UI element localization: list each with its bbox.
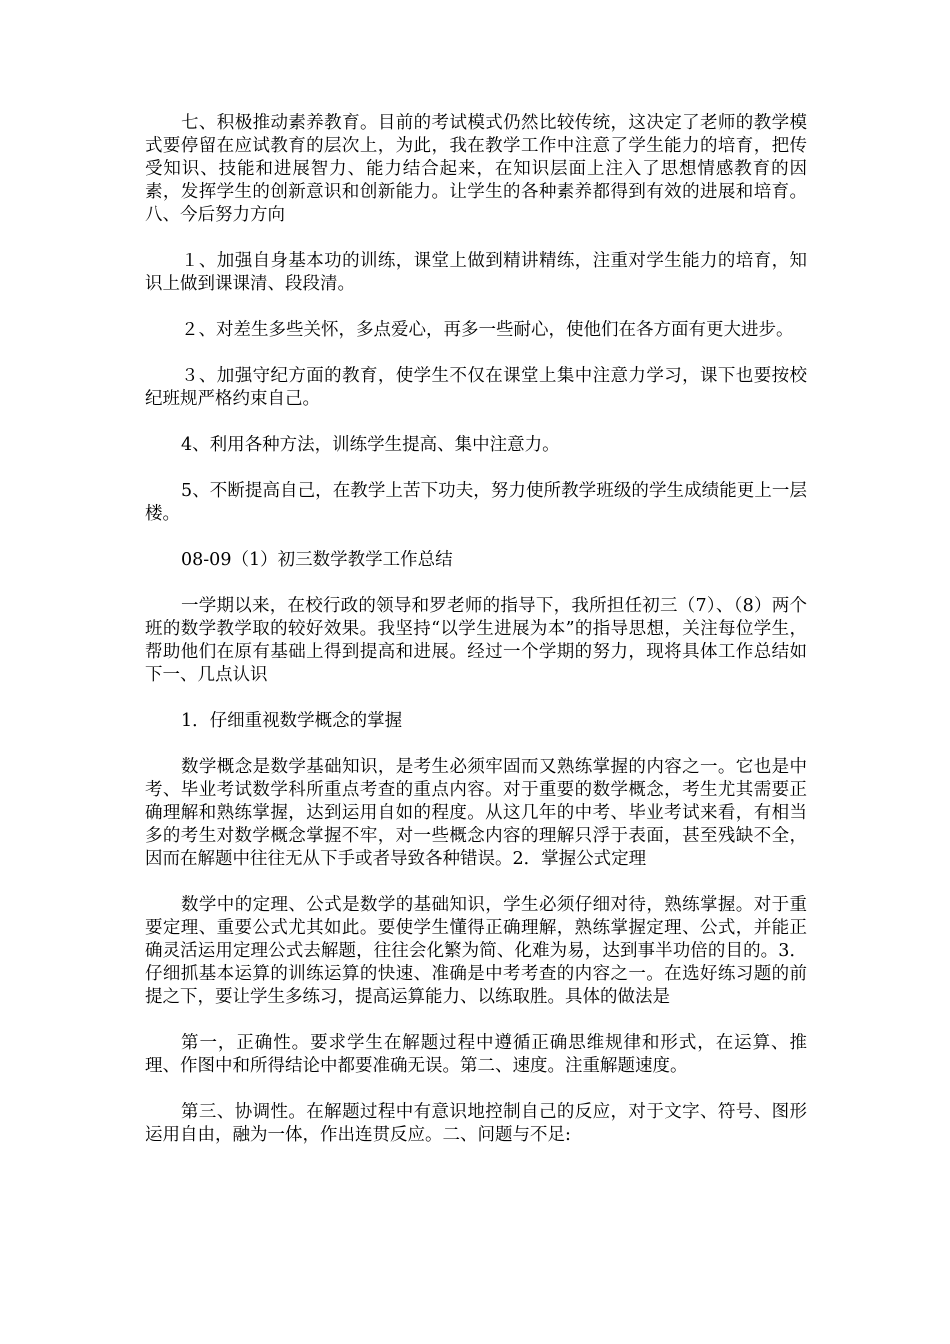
paragraph-coordination: 第三、协调性。在解题过程中有意识地控制自己的反应，对于文字、符号、图形运用自由，融为一体，作出连贯反应。二、问题与不足: — [145, 1102, 807, 1145]
paragraph-theorems: 数学中的定理、公式是数学的基础知识，学生必须仔细对待，熟练掌握。对于重要定理、重要公式尤其如此。要使学生懂得正确理解，熟练掌握定理、公式，并能正确灵活运用定理公式去解题，往往会化繁为简、化难为易，达到事半功倍的目的。3．仔细抓基本运算的训练运算的快速、准确是中考考查的内容之一。在选好练习题的前提之下，要让学生多练习，提高运算能力、以练取胜。具体的做法是 — [145, 895, 807, 1007]
paragraph-section-seven: 七、积极推动素养教育。目前的考试模式仍然比较传统，这决定了老师的教学模式要停留在应试教育的层次上，为此，我在教学工作中注意了学生能力的培育，把传受知识、技能和进展智力、能力结合起来，在知识层面上注入了思想情感教育的因素，发挥学生的创新意识和创新能力。让学生的各种素养都得到有效的进展和培育。八、今后努力方向 — [145, 113, 807, 225]
paragraph-plan-item-3: ３、加强守纪方面的教育，使学生不仅在课堂上集中注意力学习，课下也要按校纪班规严格约束自己。 — [145, 366, 807, 409]
paragraph-plan-item-1: １、加强自身基本功的训练，课堂上做到精讲精练，注重对学生能力的培育，知识上做到课课清、段段清。 — [145, 251, 807, 294]
section-heading-summary: 08-09（1）初三数学教学工作总结 — [181, 550, 453, 570]
paragraph-introduction: 一学期以来，在校行政的领导和罗老师的指导下，我所担任初三（7）、（8）两个班的数学教学取的较好效果。我坚持“以学生进展为本”的指导思想，关注每位学生，帮助他们在原有基础上得到提高和进展。经过一个学期的努力，现将具体工作总结如下一、几点认识 — [145, 596, 807, 685]
paragraph-plan-item-4: 4、利用各种方法，训练学生提高、集中注意力。 — [181, 435, 560, 455]
paragraph-plan-item-2: ２、对差生多些关怀，多点爱心，再多一些耐心，使他们在各方面有更大进步。 — [181, 320, 794, 340]
paragraph-accuracy-speed: 第一，正确性。要求学生在解题过程中遵循正确思维规律和形式，在运算、推理、作图中和所得结论中都要准确无误。第二、速度。注重解题速度。 — [145, 1033, 807, 1076]
paragraph-concepts: 数学概念是数学基础知识，是考生必须牢固而又熟练掌握的内容之一。它也是中考、毕业考试数学科所重点考查的重点内容。对于重要的数学概念，考生尤其需要正确理解和熟练掌握，达到运用自如的程度。从这几年的中考、毕业考试来看，有相当多的考生对数学概念掌握不牢，对一些概念内容的理解只浮于表面，甚至残缺不全，因而在解题中往往无从下手或者导致各种错误。2．掌握公式定理 — [145, 757, 807, 869]
subheading-concepts: 1．仔细重视数学概念的掌握 — [181, 711, 403, 731]
paragraph-plan-item-5: 5、不断提高自己，在教学上苦下功夫，努力使所教学班级的学生成绩能更上一层楼。 — [145, 481, 807, 524]
document-body — [145, 112, 807, 1170]
